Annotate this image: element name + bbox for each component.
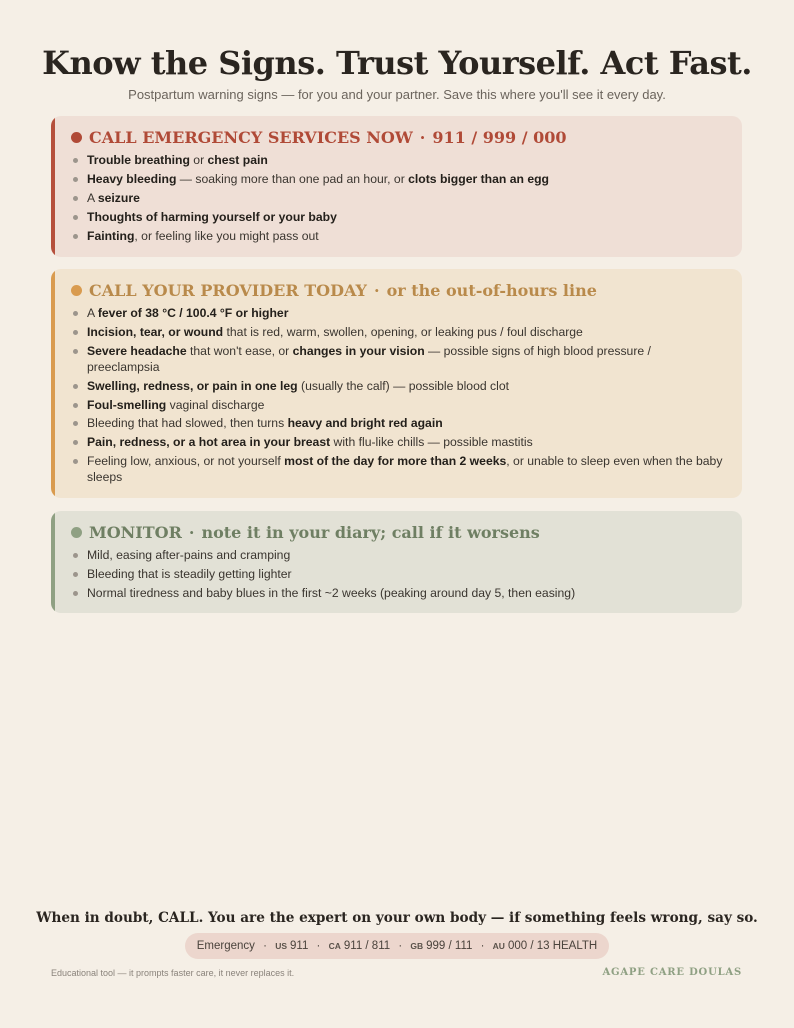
list-item: Feeling low, anxious, or not yourself most of the day for more than 2 weeks, or unable to sleep even when the baby sleeps bbox=[71, 453, 726, 485]
list-item: Mild, easing after-pains and cramping bbox=[71, 547, 726, 563]
list-item: Bleeding that had slowed, then turns heavy and bright red again bbox=[71, 415, 726, 431]
number-ca: 911 / 811 bbox=[343, 940, 391, 952]
list-item: Pain, redness, or a hot area in your breast with flu-like chills — possible mastitis bbox=[71, 434, 726, 450]
page-subtitle: Postpartum warning signs — for you and your partner. Save this where you'll see it every day. bbox=[128, 87, 666, 102]
separator: · bbox=[480, 940, 485, 952]
provider-note: or the out-of-hours line bbox=[386, 280, 597, 300]
provider-list bbox=[71, 305, 726, 485]
list-item: Bleeding that is steadily getting lighter bbox=[71, 566, 726, 582]
list-item: Normal tiredness and baby blues in the first ~2 weeks (peaking around day 5, then easing) bbox=[71, 585, 726, 601]
country-code-au: AU bbox=[492, 941, 505, 951]
emergency-dot-icon bbox=[71, 132, 82, 143]
separator: · bbox=[398, 940, 403, 952]
monitor-heading bbox=[71, 521, 726, 543]
list-item: A fever of 38 °C / 100.4 °F or higher bbox=[71, 305, 726, 321]
monitor-card bbox=[51, 511, 742, 613]
country-code-gb: GB bbox=[410, 941, 424, 951]
separator: · bbox=[188, 522, 195, 542]
emergency-card bbox=[51, 116, 742, 257]
country-code-ca: CA bbox=[328, 941, 341, 951]
monitor-dot-icon bbox=[71, 527, 82, 538]
separator: · bbox=[419, 127, 426, 147]
emergency-numbers-bar bbox=[0, 933, 794, 959]
separator: · bbox=[373, 280, 380, 300]
list-item: Trouble breathing or chest pain bbox=[71, 152, 726, 168]
brand-name: AGAPE CARE DOULAS bbox=[602, 967, 742, 978]
provider-dot-icon bbox=[71, 285, 82, 296]
list-item: Thoughts of harming yourself or your baby bbox=[71, 209, 726, 225]
provider-accent-bar bbox=[51, 269, 55, 498]
number-us: 911 bbox=[290, 940, 309, 952]
separator: · bbox=[316, 940, 321, 952]
monitor-label: MONITOR bbox=[89, 522, 182, 542]
emergency-list bbox=[71, 152, 726, 244]
list-item: Heavy bleeding — soaking more than one pad an hour, or clots bigger than an egg bbox=[71, 171, 726, 187]
number-gb: 999 / 111 bbox=[426, 940, 473, 952]
list-item: Foul-smelling vaginal discharge bbox=[71, 397, 726, 413]
provider-heading bbox=[71, 279, 726, 301]
emergency-label: CALL EMERGENCY SERVICES NOW bbox=[89, 127, 413, 147]
emergency-numbers: 911 / 999 / 000 bbox=[432, 127, 567, 147]
list-item: Swelling, redness, or pain in one leg (usually the calf) — possible blood clot bbox=[71, 378, 726, 394]
monitor-list bbox=[71, 547, 726, 601]
country-code-us: US bbox=[275, 941, 287, 951]
list-item: Severe headache that won't ease, or changes in your vision — possible signs of high blood pressure / preeclampsia bbox=[71, 343, 726, 375]
provider-card bbox=[51, 269, 742, 498]
provider-label: CALL YOUR PROVIDER TODAY bbox=[89, 280, 367, 300]
emergency-heading bbox=[71, 126, 726, 148]
list-item: Fainting, or feeling like you might pass out bbox=[71, 228, 726, 244]
disclaimer: Educational tool — it prompts faster care, it never replaces it. bbox=[51, 968, 295, 978]
emergency-accent-bar bbox=[51, 116, 55, 257]
list-item: Incision, tear, or wound that is red, warm, swollen, opening, or leaking pus / foul discharge bbox=[71, 324, 726, 340]
separator: · bbox=[263, 940, 267, 952]
number-au: 000 / 13 HEALTH bbox=[507, 940, 598, 952]
monitor-accent-bar bbox=[51, 511, 55, 613]
monitor-note: note it in your diary; call if it worsens bbox=[201, 522, 540, 542]
pill-label: Emergency bbox=[196, 940, 255, 952]
page-title: Know the Signs. Trust Yourself. Act Fast. bbox=[42, 44, 752, 82]
list-item: A seizure bbox=[71, 190, 726, 206]
emergency-numbers-pill bbox=[185, 933, 609, 959]
when-in-doubt-message: When in doubt, CALL. You are the expert on your own body — if something feels wrong, say so. bbox=[36, 910, 758, 926]
